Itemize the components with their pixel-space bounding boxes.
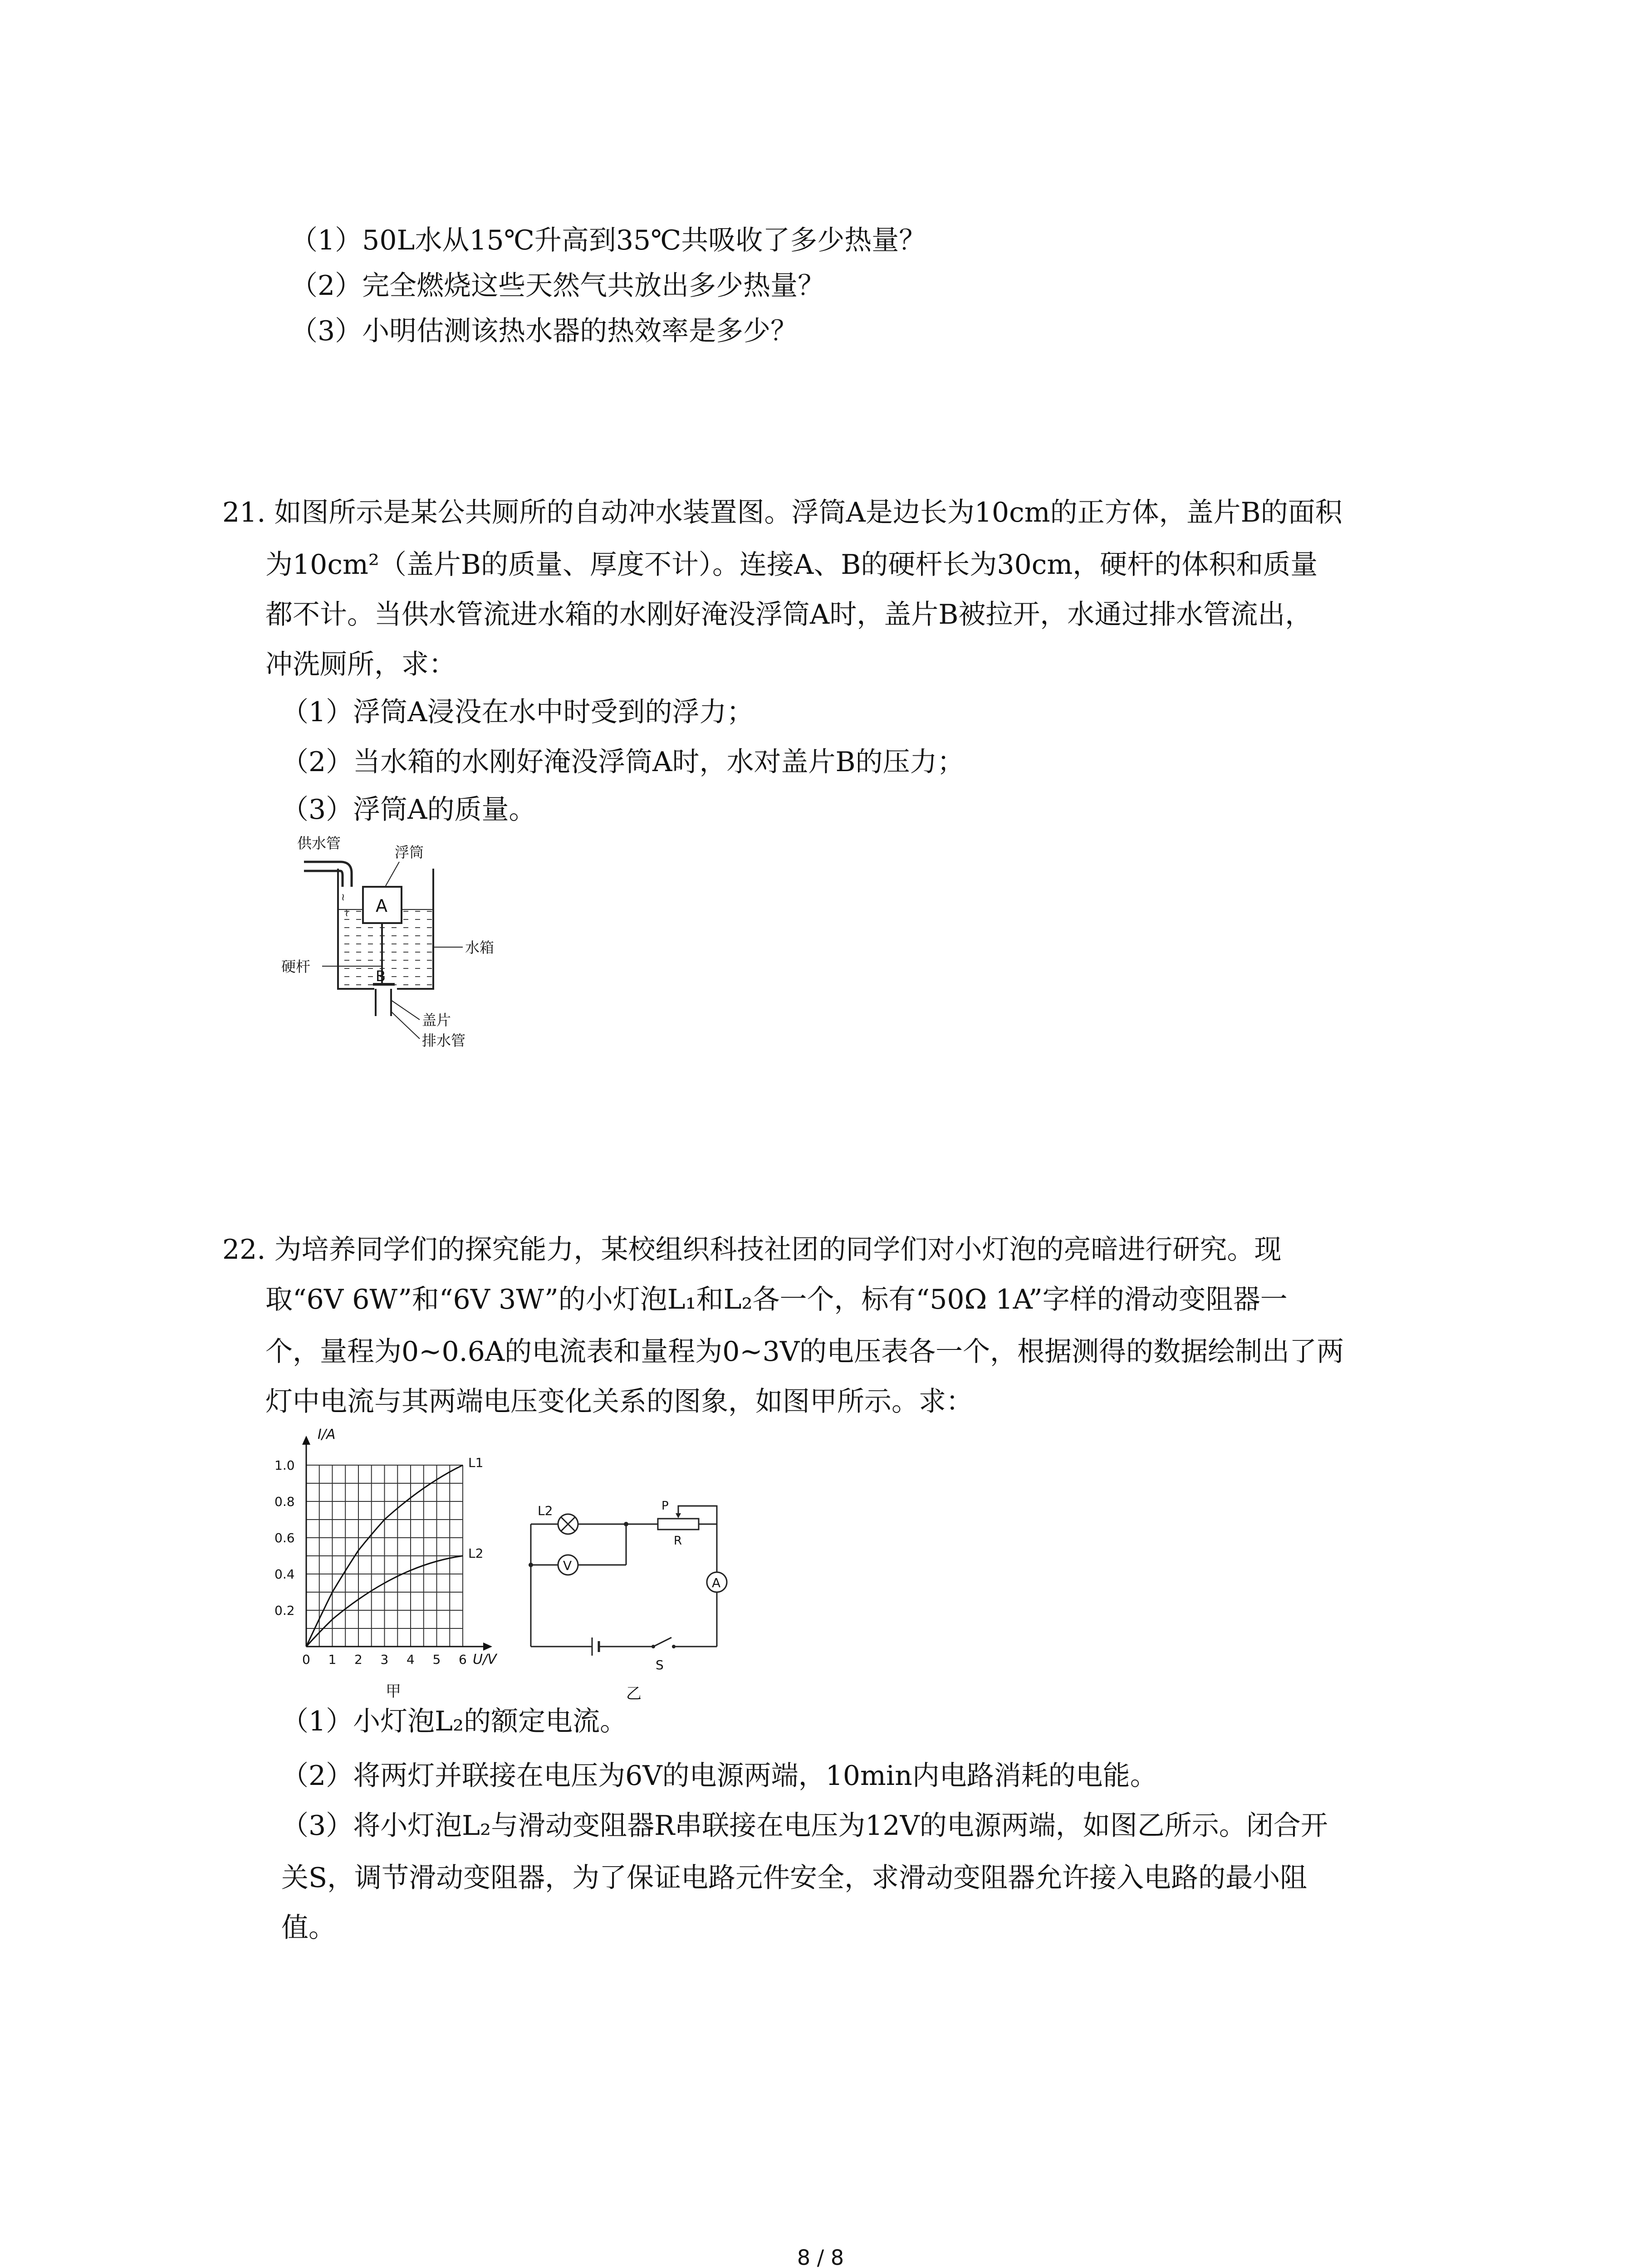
q21-sub2: （2）当水箱的水刚好淹没浮筒A时，水对盖片B的压力；: [281, 746, 965, 778]
y-axis-label: I/A: [318, 1427, 336, 1442]
q21-line2: 为10cm²（盖片B的质量、厚度不计）。连接A、B的硬杆长为30cm，硬杆的体积和质量: [265, 549, 1318, 581]
q20-sub3: （3）小明估测该热水器的热效率是多少？: [290, 315, 798, 347]
x-tick-label: 4: [407, 1652, 415, 1667]
cover-label: 盖片: [422, 1012, 451, 1029]
x-tick-label: 3: [380, 1652, 389, 1667]
y-tick-label: 1.0: [274, 1458, 295, 1473]
tank-label: 水箱: [465, 939, 495, 956]
rheostat-r-label: R: [674, 1534, 682, 1548]
chart-grid: [306, 1465, 463, 1647]
ammeter-label: A: [712, 1575, 721, 1590]
y-axis-arrow: [302, 1436, 310, 1445]
q21-sub1: （1）浮筒A浸没在水中时受到的浮力；: [281, 696, 754, 728]
q22-line2: 取“6V 6W”和“6V 3W”的小灯泡L₁和L₂各一个，标有“50Ω 1A”字样的滑动变阻器一: [265, 1284, 1288, 1315]
x-tick-label: 6: [459, 1652, 467, 1667]
figure-yi-label: 乙: [626, 1685, 642, 1703]
series-label-l2: L2: [468, 1546, 484, 1561]
q22-sub1: （1）小灯泡L₂的额定电流。: [281, 1706, 627, 1737]
flush-device-diagram: [272, 826, 563, 1061]
series-label-l1: L1: [468, 1455, 484, 1470]
q21-sub3: （3）浮筒A的质量。: [281, 794, 536, 826]
q21-line3: 都不计。当供水管流进水箱的水刚好淹没浮筒A时，盖片B被拉开，水通过排水管流出，: [265, 599, 1313, 631]
rheostat-symbol: [658, 1519, 699, 1530]
x-axis-label: U/V: [473, 1652, 497, 1667]
q21-line4: 冲洗厕所，求：: [265, 649, 456, 680]
svg-text:≀: ≀: [341, 892, 345, 903]
supply-pipe-shape: [304, 862, 352, 887]
q22-sub2: （2）将两灯并联接在电压为6V的电源两端，10min内电路消耗的电能。: [281, 1760, 1157, 1792]
x-axis-arrow: [483, 1642, 492, 1651]
rod-label: 硬杆: [281, 958, 311, 975]
slider-p-label: P: [661, 1499, 669, 1513]
switch-s-symbol: [653, 1637, 671, 1647]
q22-line4: 灯中电流与其两端电压变化关系的图象，如图甲所示。求：: [265, 1386, 973, 1418]
x-tick-label: 0: [302, 1652, 310, 1667]
chart-ticks: [274, 1458, 467, 1667]
drain-label: 排水管: [422, 1032, 466, 1049]
q21-line1: 21. 如图所示是某公共厕所的自动冲水装置图。浮筒A是边长为10cm的正方体，盖片B的面积: [222, 497, 1342, 528]
page-number: 8 / 8: [797, 2245, 844, 2268]
y-tick-label: 0.4: [274, 1567, 295, 1582]
supply-pipe-label: 供水管: [297, 835, 341, 852]
y-tick-label: 0.6: [274, 1530, 295, 1545]
figure-jia-label: 甲: [386, 1682, 401, 1701]
cover-b-label: B: [376, 968, 386, 985]
y-tick-label: 0.2: [274, 1603, 295, 1618]
float-a-label: A: [376, 896, 387, 916]
q22-sub3c: 值。: [281, 1912, 336, 1944]
q20-sub1: （1）50L水从15℃升高到35℃共吸收了多少热量？: [290, 225, 926, 256]
q22-sub3b: 关S，调节滑动变阻器，为了保证电路元件安全，求滑动变阻器允许接入电路的最小阻: [281, 1862, 1308, 1894]
q22-line1: 22. 为培养同学们的探究能力，某校组织科技社团的同学们对小灯泡的亮暗进行研究。现: [222, 1234, 1282, 1266]
y-tick-label: 0.8: [274, 1494, 295, 1509]
voltmeter-label: V: [563, 1558, 572, 1573]
x-tick-label: 5: [432, 1652, 441, 1667]
circuit-diagram: [517, 1474, 753, 1710]
lamp-l2-label: L2: [538, 1503, 553, 1518]
q22-line3: 个，量程为0~0.6A的电流表和量程为0~3V的电压表各一个，根据测得的数据绘制出了两: [265, 1336, 1344, 1368]
q22-sub3a: （3）将小灯泡L₂与滑动变阻器R串联接在电压为12V的电源两端，如图乙所示。闭合开: [281, 1810, 1328, 1842]
chart-series: [306, 1455, 483, 1647]
q20-sub2: （2）完全燃烧这些天然气共放出多少热量？: [290, 270, 825, 302]
x-tick-label: 2: [354, 1652, 362, 1667]
x-tick-label: 1: [328, 1652, 337, 1667]
iu-chart: [263, 1424, 508, 1706]
switch-s-label: S: [656, 1657, 664, 1672]
float-label: 浮筒: [395, 844, 424, 861]
